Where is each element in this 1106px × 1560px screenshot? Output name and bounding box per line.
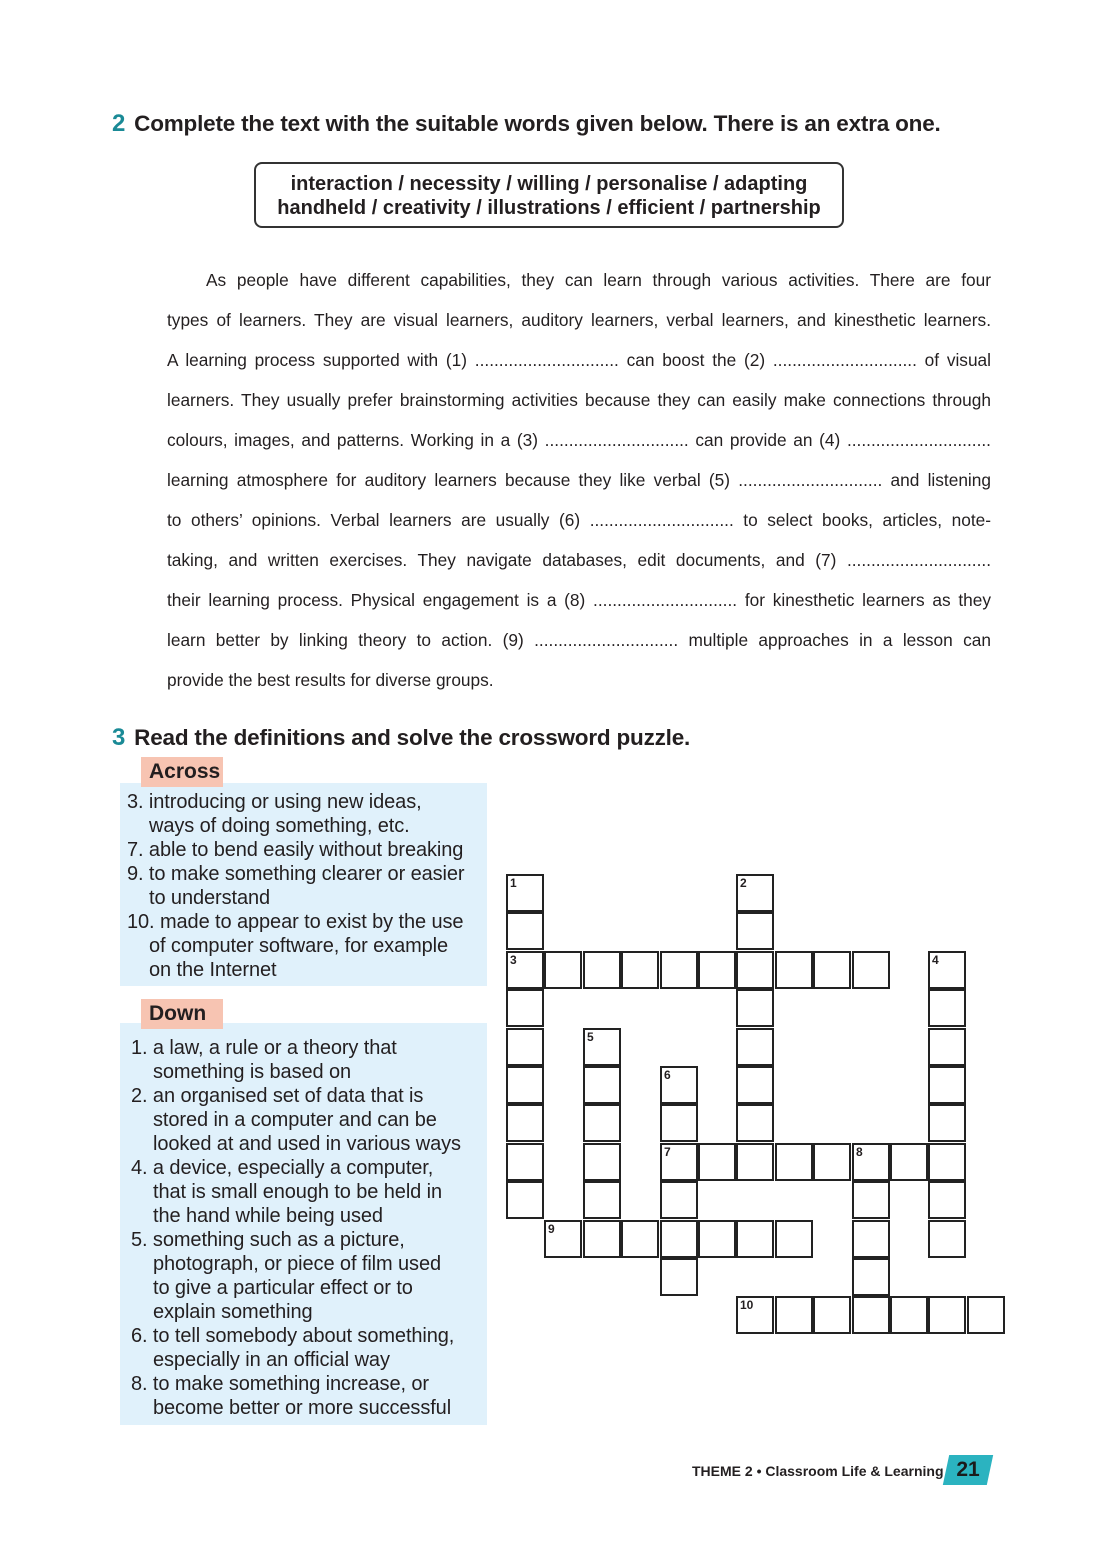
crossword-cell[interactable]: [660, 1104, 698, 1142]
crossword-cell[interactable]: [852, 1296, 890, 1334]
clue-text-continued: looked at and used in various ways: [153, 1133, 461, 1155]
crossword-cell[interactable]: [928, 989, 966, 1027]
crossword-cell[interactable]: [736, 1028, 774, 1066]
crossword-cell[interactable]: [660, 951, 698, 989]
crossword-cell[interactable]: [736, 1066, 774, 1104]
clue-text-continued: especially in an official way: [153, 1349, 390, 1371]
clue-text-continued: that is small enough to be held in: [153, 1181, 443, 1203]
crossword-cell[interactable]: [736, 912, 774, 950]
clue-text-continued: on the Internet: [149, 959, 277, 981]
crossword-cell[interactable]: [928, 1181, 966, 1219]
crossword-cell[interactable]: [736, 1220, 774, 1258]
crossword-cell[interactable]: [621, 1220, 659, 1258]
crossword-cell[interactable]: [928, 1104, 966, 1142]
clue-text: 6. to tell somebody about something,: [131, 1325, 455, 1347]
crossword-cell[interactable]: [544, 1220, 582, 1258]
down-label: Down: [141, 999, 223, 1029]
across-clues-box: [120, 783, 487, 986]
crossword-cell[interactable]: [736, 874, 774, 912]
crossword-cell[interactable]: [506, 912, 544, 950]
crossword-clue-number: 1: [510, 876, 517, 890]
crossword-cell[interactable]: [583, 1181, 621, 1219]
paragraph-line: learning atmosphere for auditory learners because they like verbal (5) .............................. and listening: [167, 470, 991, 490]
exercise-number: 3: [112, 724, 126, 751]
down-clue: [131, 1324, 454, 1372]
crossword-cell[interactable]: [736, 1296, 774, 1334]
crossword-cell[interactable]: [506, 989, 544, 1027]
crossword-cell[interactable]: [698, 1143, 736, 1181]
crossword-cell[interactable]: [852, 1181, 890, 1219]
crossword-cell[interactable]: [583, 951, 621, 989]
exercise-3-heading: [112, 724, 690, 752]
crossword-cell[interactable]: [813, 1143, 851, 1181]
clue-text: 9. to make something clearer or easier: [127, 863, 465, 885]
crossword-clue-number: 7: [664, 1145, 671, 1159]
down-clues-box: [120, 1023, 487, 1425]
paragraph-line: their learning process. Physical engagement is a (8) .............................. for kinesthetic learners as they: [167, 590, 991, 610]
clue-text: 4. a device, especially a computer,: [131, 1157, 434, 1179]
across-label: Across: [141, 757, 223, 787]
crossword-cell[interactable]: [775, 1220, 813, 1258]
crossword-cell[interactable]: [660, 1143, 698, 1181]
crossword-cell[interactable]: [775, 1143, 813, 1181]
paragraph-line: A learning process supported with (1) .............................. can boost the (2) .............................. of visual: [167, 350, 991, 370]
down-clue: [131, 1036, 397, 1084]
exercise-2-heading: [112, 110, 941, 138]
crossword-clue-number: 6: [664, 1068, 671, 1082]
crossword-cell[interactable]: [698, 1220, 736, 1258]
crossword-cell[interactable]: [583, 1220, 621, 1258]
crossword-cell[interactable]: [928, 1143, 966, 1181]
paragraph-line: taking, and written exercises. They navigate databases, edit documents, and (7) ..............................: [167, 550, 991, 570]
crossword-cell[interactable]: [736, 951, 774, 989]
crossword-cell[interactable]: [506, 1104, 544, 1142]
crossword-clue-number: 10: [740, 1298, 754, 1312]
crossword-cell[interactable]: [583, 1104, 621, 1142]
word-box-line: interaction / necessity / willing / personalise / adapting: [290, 173, 808, 195]
clue-text: 8. to make something increase, or: [131, 1373, 429, 1395]
paragraph-line: types of learners. They are visual learners, auditory learners, verbal learners, and kinesthetic learners.: [167, 310, 991, 330]
clue-text-continued: to give a particular effect or to: [153, 1277, 413, 1299]
crossword-cell[interactable]: [660, 1220, 698, 1258]
crossword-cell[interactable]: [852, 1258, 890, 1296]
crossword-cell[interactable]: [775, 1296, 813, 1334]
crossword-cell[interactable]: [583, 1066, 621, 1104]
crossword-cell[interactable]: [506, 951, 544, 989]
crossword-cell[interactable]: [736, 1143, 774, 1181]
crossword-cell[interactable]: [775, 951, 813, 989]
down-clue: [131, 1228, 441, 1324]
footer-theme-text: THEME 2 • Classroom Life & Learning: [692, 1463, 944, 1479]
crossword-cell[interactable]: [544, 951, 582, 989]
crossword-cell[interactable]: [506, 874, 544, 912]
across-clue: [127, 790, 422, 838]
crossword-cell[interactable]: [621, 951, 659, 989]
crossword-cell[interactable]: [928, 1220, 966, 1258]
crossword-cell[interactable]: [506, 1181, 544, 1219]
clue-text-continued: of computer software, for example: [149, 935, 449, 957]
crossword-cell[interactable]: [967, 1296, 1005, 1334]
down-clue: [131, 1084, 461, 1156]
clue-text-continued: explain something: [153, 1301, 313, 1323]
crossword-clue-number: 9: [548, 1222, 555, 1236]
clue-text: 7. able to bend easily without breaking: [127, 839, 464, 861]
crossword-clue-number: 5: [587, 1030, 594, 1044]
crossword-cell[interactable]: [506, 1066, 544, 1104]
clue-text: 3. introducing or using new ideas,: [127, 791, 422, 813]
clue-text: 5. something such as a picture,: [131, 1229, 405, 1251]
clue-text: 2. an organised set of data that is: [131, 1085, 424, 1107]
crossword-cell[interactable]: [852, 1220, 890, 1258]
paragraph-line: learn better by linking theory to action. (9) .............................. multiple approaches in a lesson can: [167, 630, 991, 650]
clue-text: 10. made to appear to exist by the use: [127, 911, 464, 933]
crossword-cell[interactable]: [660, 1258, 698, 1296]
clue-text-continued: to understand: [149, 887, 271, 909]
crossword-clue-number: 2: [740, 876, 747, 890]
crossword-cell[interactable]: [928, 951, 966, 989]
exercise-instruction: Complete the text with the suitable words given below. There is an extra one.: [134, 111, 941, 136]
crossword-cell[interactable]: [890, 1143, 928, 1181]
crossword-cell[interactable]: [736, 989, 774, 1027]
crossword-cell[interactable]: [928, 1028, 966, 1066]
clue-text-continued: stored in a computer and can be: [153, 1109, 437, 1131]
paragraph-line: learners. They usually prefer brainstorming activities because they can easily make connections through: [167, 390, 991, 410]
clue-text-continued: the hand while being used: [153, 1205, 383, 1227]
across-clue: [127, 910, 463, 982]
clue-text-continued: photograph, or piece of film used: [153, 1253, 441, 1275]
crossword-clue-number: 4: [932, 953, 939, 967]
page-number: 21: [956, 1458, 980, 1481]
clue-text-continued: ways of doing something, etc.: [149, 815, 410, 837]
crossword-cell[interactable]: [813, 951, 851, 989]
down-clue: [131, 1156, 442, 1228]
crossword-cell[interactable]: [583, 1143, 621, 1181]
crossword-cell[interactable]: [660, 1066, 698, 1104]
word-box-line: handheld / creativity / illustrations / efficient / partnership: [277, 197, 821, 219]
crossword-cell[interactable]: [660, 1181, 698, 1219]
clue-text: 1. a law, a rule or a theory that: [131, 1037, 397, 1059]
crossword-cell[interactable]: [736, 1104, 774, 1142]
crossword-cell[interactable]: [928, 1066, 966, 1104]
paragraph-line: colours, images, and patterns. Working in a (3) .............................. can provide an (4) ..............................: [167, 430, 991, 450]
paragraph-line: As people have different capabilities, they can learn through various activities. There are four: [206, 270, 991, 290]
crossword-cell[interactable]: [698, 951, 736, 989]
paragraph-line: to others’ opinions. Verbal learners are usually (6) .............................. to select books, articles, note-: [167, 510, 991, 530]
down-clue: [131, 1372, 451, 1420]
crossword-cell[interactable]: [928, 1296, 966, 1334]
across-clue: [127, 862, 464, 910]
across-clue: [127, 838, 463, 862]
word-box: [254, 162, 844, 228]
crossword-cell[interactable]: [506, 1143, 544, 1181]
crossword-clue-number: 3: [510, 953, 517, 967]
clue-text-continued: something is based on: [153, 1061, 352, 1083]
crossword-cell[interactable]: [852, 1143, 890, 1181]
crossword-cell[interactable]: [890, 1296, 928, 1334]
crossword-cell[interactable]: [852, 951, 890, 989]
crossword-cell[interactable]: [813, 1296, 851, 1334]
crossword-cell[interactable]: [583, 1028, 621, 1066]
exercise-instruction: Read the definitions and solve the crossword puzzle.: [134, 725, 691, 750]
clue-text-continued: become better or more successful: [153, 1397, 452, 1419]
crossword-clue-number: 8: [856, 1145, 863, 1159]
paragraph-line: provide the best results for diverse groups.: [167, 670, 494, 690]
crossword-cell[interactable]: [506, 1028, 544, 1066]
exercise-number: 2: [112, 110, 126, 137]
